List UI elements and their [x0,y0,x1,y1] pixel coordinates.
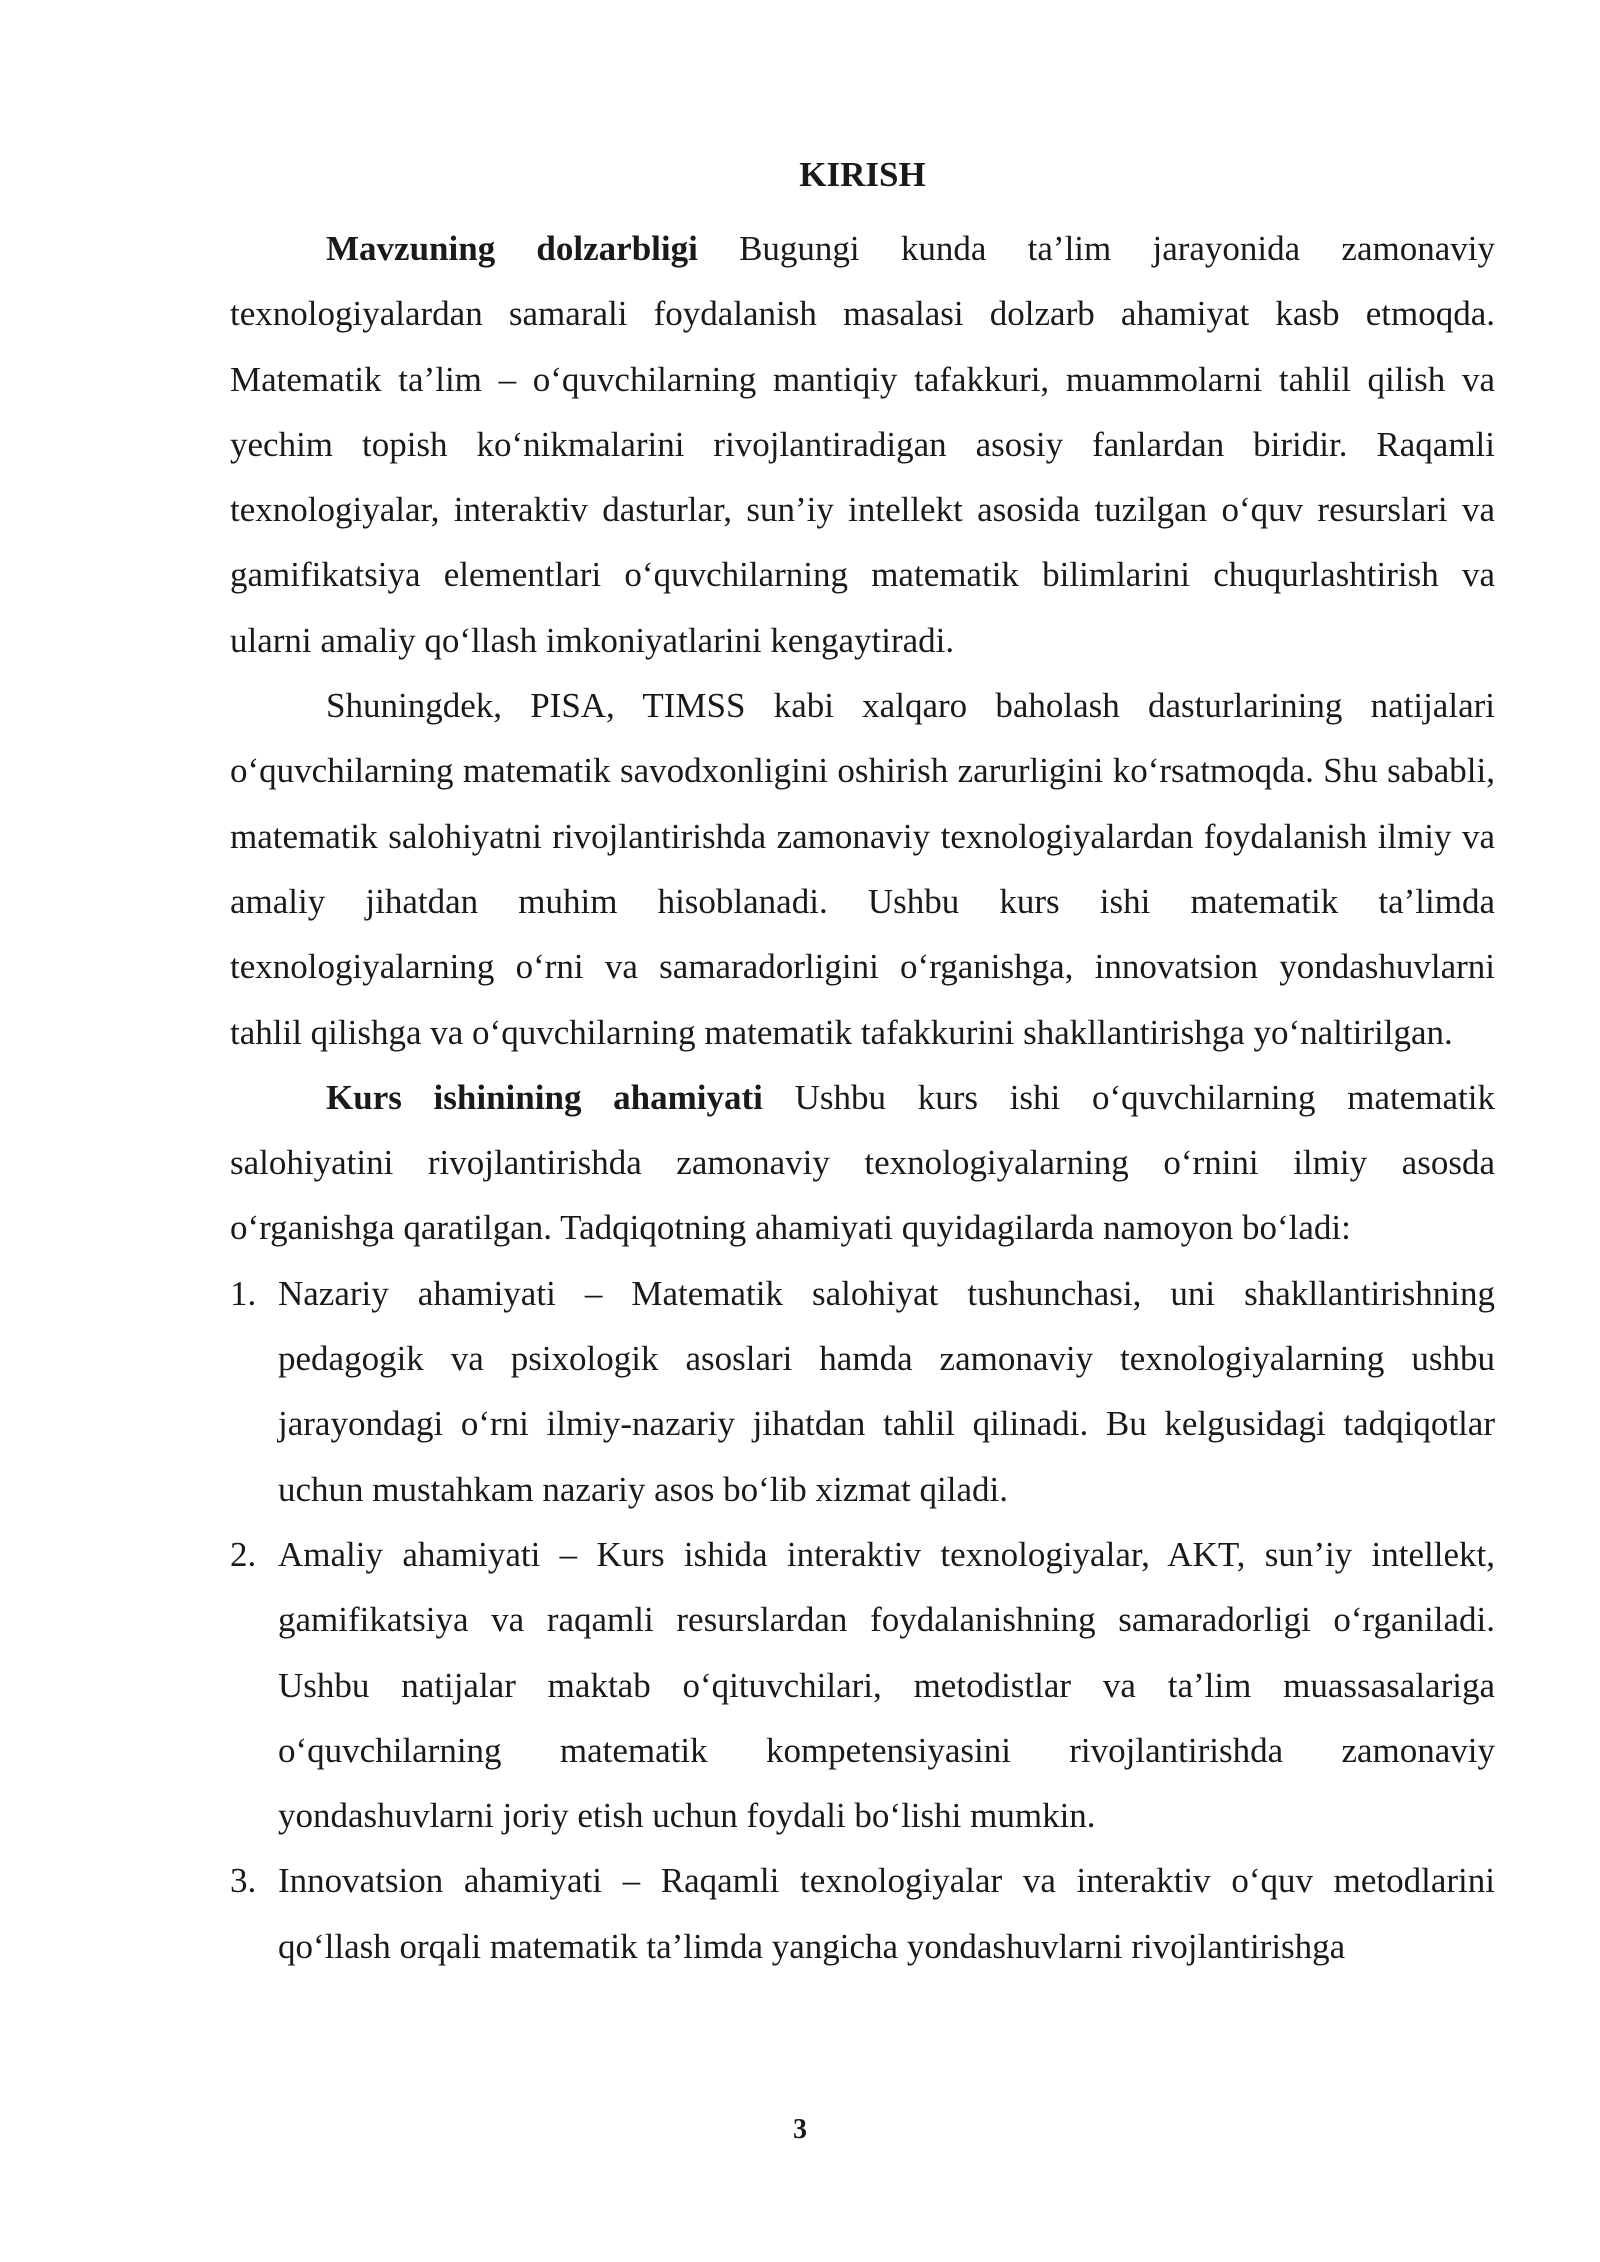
significance-list [230,1261,1495,1979]
list-item-number: 3. [230,1861,257,1901]
page-number: 3 [793,2114,807,2145]
paragraph-significance-text: Ushbu kurs ishi o‘quvchilarning matematik salohiyatini rivojlantirishda zamonaviy texnologiyalarning o‘rnini ilmiy asosda o‘rganishga qaratilgan. Tadqiqotning ahamiyati quyidagilarda namoyon bo‘ladi: [230,1077,1495,1248]
heading-relevance: Mavzuning dolzarbligi [326,229,698,268]
document-page [230,150,1495,1979]
paragraph-assessment-text: Shuningdek, PISA, TIMSS kabi xalqaro baholash dasturlarining natijalari o‘quvchilarning matematik savodxonligini oshirish zarurligini ko‘rsatmoqda. Shu sababli, matematik salohiyatni rivojlantirishda zamonaviy texnologiyalardan foydalanish ilmiy va amaliy jihatdan muhim hisoblanadi. Ushbu kurs ishi matematik ta’limda texnologiyalarning o‘rni va samaradorligini o‘rganishga, innovatsion yondashuvlarni tahlil qilishga va o‘quvchilarning matematik tafakkurini shakllantirishga yo‘naltirilgan. [230,686,1495,1052]
list-item-text: Innovatsion ahamiyati – Raqamli texnologiyalar va interaktiv o‘quv metodlarini qo‘llash orqali matematik ta’limda yangicha yondashuvlarni rivojlantirishga [278,1861,1495,1966]
heading-significance: Kurs ishinining ahamiyati [326,1077,763,1117]
list-item-text: Nazariy ahamiyati – Matematik salohiyat tushunchasi, uni shakllantirishning pedagogik va psixologik asoslari hamda zamonaviy texnologiyalarning ushbu jarayondagi o‘rni ilmiy-nazariy jihatdan tahlil qilinadi. Bu kelgusidagi tadqiqotlar uchun mustahkam nazariy asos bo‘lib xizmat qiladi. [278,1273,1495,1509]
paragraph-relevance [230,216,1495,673]
list-item-number: 2. [230,1534,257,1574]
list-item-text: Amaliy ahamiyati – Kurs ishida interaktiv texnologiyalar, AKT, sun’iy intellekt, gamifikatsiya va raqamli resurslardan foydalanishning samaradorligi o‘rganiladi. Ushbu natijalar maktab o‘qituvchilari, metodistlar va ta’lim muassasalariga o‘quvchilarning matematik kompetensiyasini rivojlantirishda zamonaviy yondashuvlarni joriy etish uchun foydali bo‘lishi mumkin. [278,1534,1495,1836]
list-item-number: 1. [230,1273,257,1313]
paragraph-significance [230,1065,1495,1261]
page-title: KIRISH [799,155,926,194]
list-item [230,1261,1495,1522]
list-item [230,1848,1495,1979]
paragraph-assessment [230,673,1495,1065]
paragraph-relevance-text: Bugungi kunda ta’lim jarayonida zamonaviy texnologiyalardan samarali foydalanish masalasi dolzarb ahamiyat kasb etmoqda. Matematik ta’lim – o‘quvchilarning mantiqiy tafakkuri, muammolarni tahlil qilish va yechim topish ko‘nikmalarini rivojlantiradigan asosiy fanlardan biridir. Raqamli texnologiyalar, interaktiv dasturlar, sun’iy intellekt asosida tuzilgan o‘quv resurslari va gamifikatsiya elementlari o‘quvchilarning matematik bilimlarini chuqurlashtirish va ularni amaliy qo‘llash imkoniyatlarini kengaytiradi. [230,229,1495,660]
list-item [230,1522,1495,1848]
